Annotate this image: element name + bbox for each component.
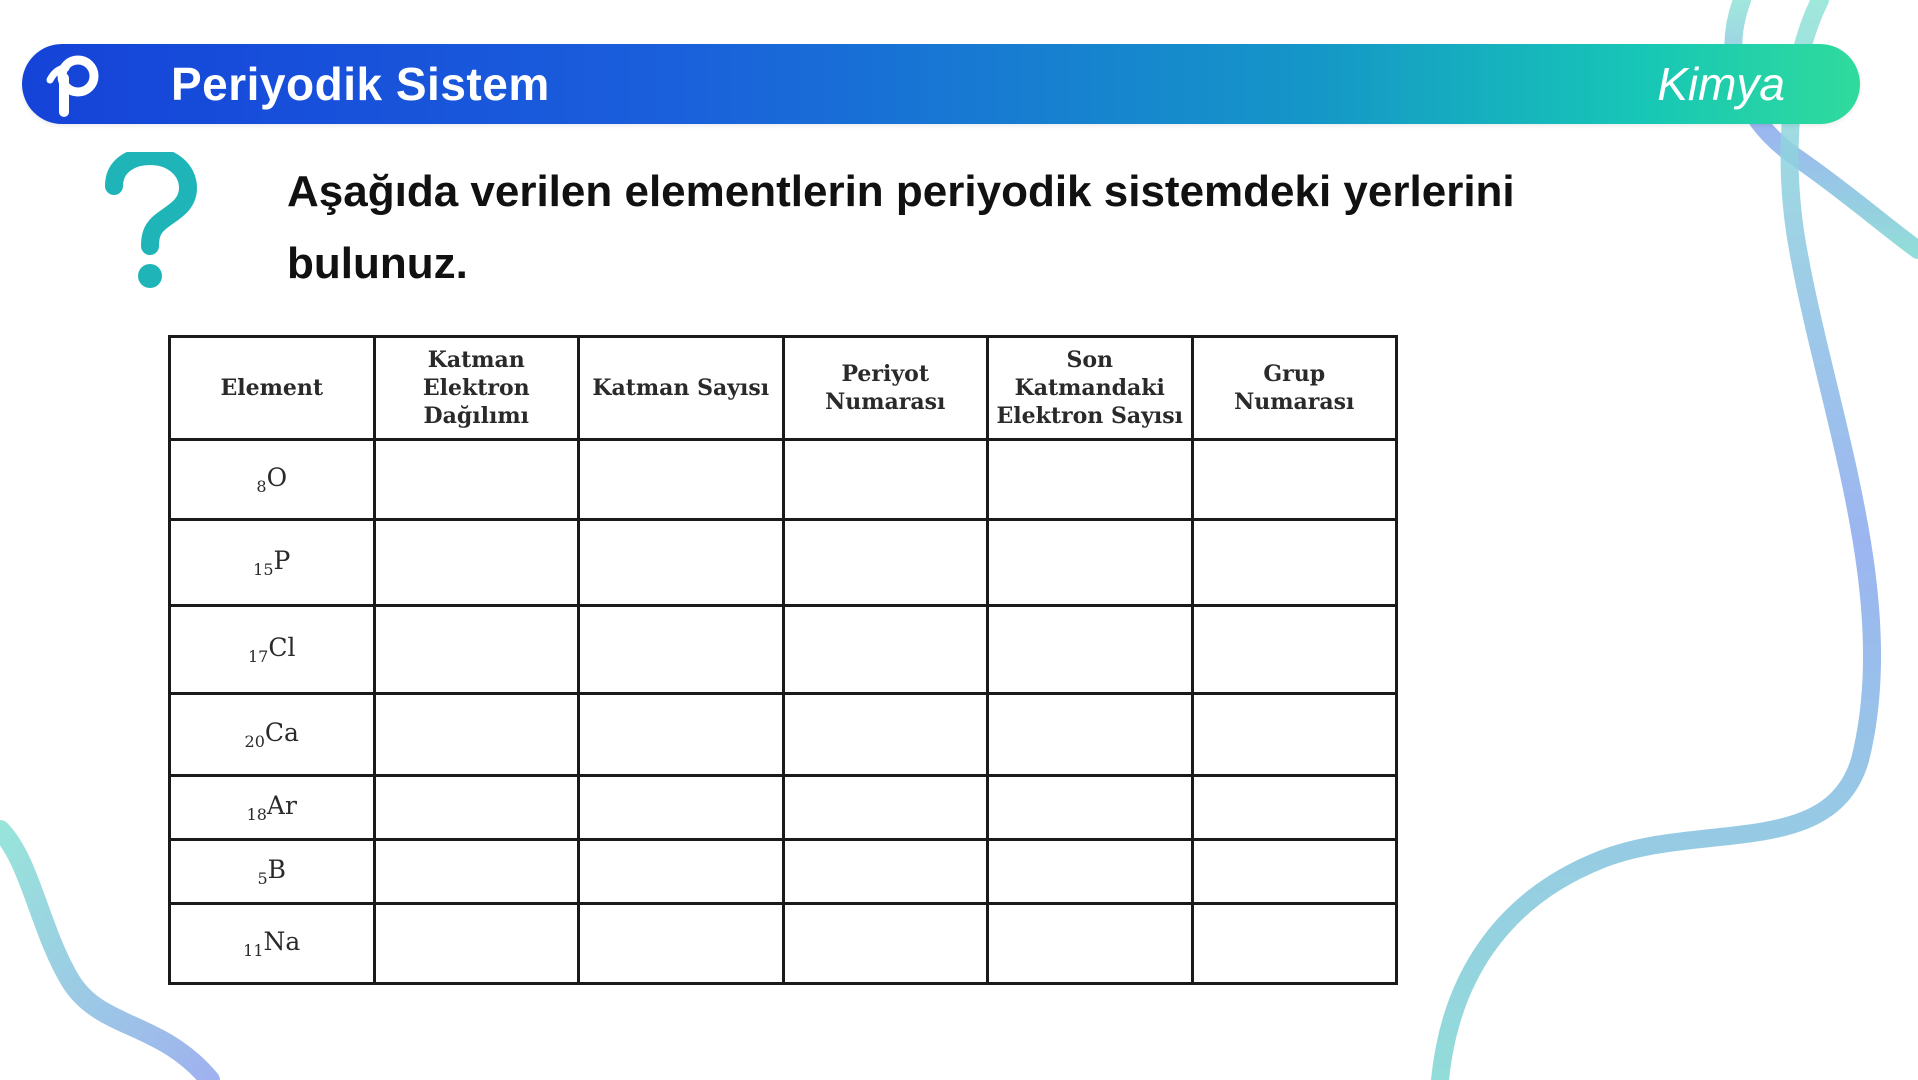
- answer-cell[interactable]: [579, 776, 784, 840]
- answer-cell[interactable]: [988, 440, 1193, 520]
- column-header-electron-configuration: Katman Elektron Dağılımı: [374, 337, 579, 440]
- column-header-shell-count: Katman Sayısı: [579, 337, 784, 440]
- table-row: [170, 606, 1397, 694]
- answer-cell[interactable]: [1192, 606, 1397, 694]
- answer-cell[interactable]: [1192, 776, 1397, 840]
- answer-cell[interactable]: [374, 776, 579, 840]
- answer-cell[interactable]: [579, 520, 784, 606]
- atomic-number: 5: [257, 869, 268, 888]
- element-symbol: Ca: [264, 718, 299, 747]
- table-row: [170, 440, 1397, 520]
- atomic-number: 11: [243, 941, 264, 960]
- table-row: [170, 694, 1397, 776]
- question-text: Aşağıda verilen elementlerin periyodik sistemdeki yerlerini bulunuz.: [287, 167, 1515, 288]
- answer-cell[interactable]: [374, 606, 579, 694]
- deco-curve-right-top: [1733, 0, 1918, 250]
- element-symbol: P: [273, 546, 291, 575]
- answer-cell[interactable]: [783, 776, 988, 840]
- header-title: Periyodik Sistem: [171, 58, 550, 110]
- atomic-number: 8: [256, 477, 267, 496]
- answer-cell[interactable]: [374, 440, 579, 520]
- element-cell: [170, 440, 375, 520]
- answer-cell[interactable]: [783, 840, 988, 904]
- element-table: [168, 335, 1398, 985]
- column-header-period-number: Periyot Numarası: [783, 337, 988, 440]
- element-cell: [170, 520, 375, 606]
- header-subject: Kimya: [1657, 58, 1785, 110]
- answer-cell[interactable]: [374, 520, 579, 606]
- answer-cell[interactable]: [783, 606, 988, 694]
- answer-cell[interactable]: [783, 520, 988, 606]
- answer-cell[interactable]: [783, 440, 988, 520]
- atomic-number: 20: [244, 732, 265, 751]
- answer-cell[interactable]: [988, 840, 1193, 904]
- answer-cell[interactable]: [783, 904, 988, 984]
- answer-cell[interactable]: [988, 776, 1193, 840]
- atomic-number: 15: [253, 560, 274, 579]
- element-cell: [170, 840, 375, 904]
- answer-cell[interactable]: [1192, 904, 1397, 984]
- answer-cell[interactable]: [1192, 520, 1397, 606]
- answer-cell[interactable]: [988, 904, 1193, 984]
- element-symbol: O: [266, 463, 288, 492]
- answer-cell[interactable]: [579, 840, 784, 904]
- answer-cell[interactable]: [1192, 840, 1397, 904]
- answer-cell[interactable]: [374, 694, 579, 776]
- column-header-valence-electrons: Son Katmandaki Elektron Sayısı: [988, 337, 1193, 440]
- table-row: [170, 840, 1397, 904]
- column-header-element: Element: [170, 337, 375, 440]
- p-logo-icon: [44, 54, 108, 118]
- column-header-group-number: Grup Numarası: [1192, 337, 1397, 440]
- element-cell: [170, 694, 375, 776]
- table-row: [170, 904, 1397, 984]
- element-cell: [170, 904, 375, 984]
- element-cell: [170, 606, 375, 694]
- answer-cell[interactable]: [579, 606, 784, 694]
- answer-cell[interactable]: [579, 694, 784, 776]
- answer-cell[interactable]: [988, 694, 1193, 776]
- answer-cell[interactable]: [1192, 440, 1397, 520]
- answer-cell[interactable]: [1192, 694, 1397, 776]
- table-row: [170, 776, 1397, 840]
- answer-cell[interactable]: [988, 520, 1193, 606]
- element-cell: [170, 776, 375, 840]
- answer-cell[interactable]: [579, 440, 784, 520]
- question-mark-icon: [100, 152, 200, 292]
- table-row: [170, 520, 1397, 606]
- element-symbol: B: [267, 855, 287, 884]
- answer-cell[interactable]: [783, 694, 988, 776]
- element-symbol: Ar: [266, 791, 297, 820]
- table-header-row: [170, 337, 1397, 440]
- element-symbol: Na: [263, 927, 301, 956]
- answer-cell[interactable]: [374, 840, 579, 904]
- atomic-number: 18: [246, 805, 267, 824]
- answer-cell[interactable]: [579, 904, 784, 984]
- atomic-number: 17: [248, 647, 269, 666]
- answer-cell[interactable]: [988, 606, 1193, 694]
- element-symbol: Cl: [268, 633, 296, 662]
- answer-cell[interactable]: [374, 904, 579, 984]
